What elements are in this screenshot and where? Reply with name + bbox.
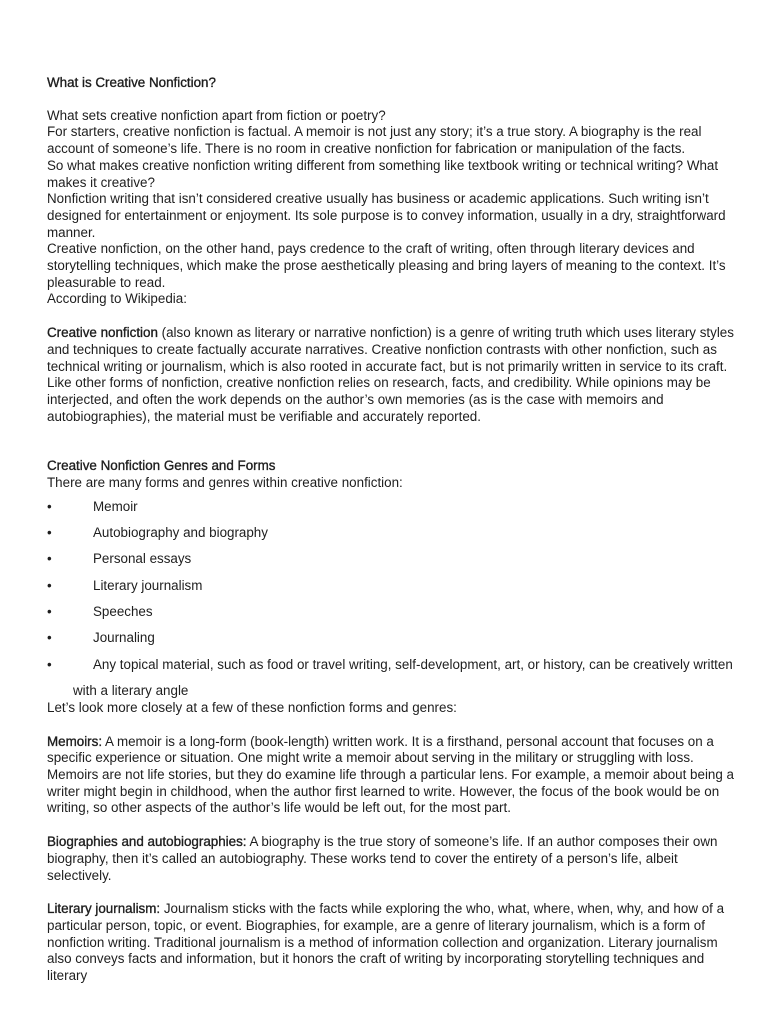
list-item	[47, 630, 738, 656]
bullet-icon: •	[47, 577, 52, 593]
list-item-label: Personal essays	[93, 551, 192, 567]
list-item	[47, 657, 738, 700]
page-title: What is Creative Nonfiction?	[47, 75, 216, 90]
list-item-label: Speeches	[93, 603, 153, 619]
wikipedia-quote	[47, 325, 738, 425]
section-term: Literary journalism:	[47, 901, 161, 917]
section-term: Memoirs:	[47, 733, 103, 749]
section-term: Biographies and autobiographies:	[47, 834, 247, 850]
bullet-icon: •	[47, 630, 52, 646]
list-item-label: Journaling	[93, 630, 155, 646]
intro-paragraph: According to Wikipedia:	[47, 291, 187, 307]
bullet-icon: •	[47, 551, 52, 567]
list-item-label: Autobiography and biography	[93, 525, 268, 541]
bullet-icon: •	[47, 498, 52, 514]
bullet-icon: •	[47, 656, 52, 672]
bullet-icon: •	[47, 603, 52, 619]
section-text: A biography is the true story of someone’s life. If an author composes their own biography, then it’s called an autobiography. These works tend to cover the entirety of a person’s life, albeit selectively.	[47, 834, 718, 883]
list-item	[47, 525, 738, 551]
list-item	[47, 499, 738, 525]
section-text: A memoir is a long-form (book-length) written work. It is a firsthand, personal account that focuses on a specific experience or situation. One might write a memoir about serving in the military or struggling with loss. Memoirs are not life stories, but they do examine life through a particular lens. For example, a memoir about being a writer might begin in childhood, when the author first learned to write. However, the focus of the book would be on writing, so other aspects of the author’s life would be left out, for the most part.	[47, 733, 734, 816]
intro-question: What sets creative nonfiction apart from fiction or poetry?	[47, 107, 386, 123]
section-biographies	[47, 834, 738, 884]
genres-heading: Creative Nonfiction Genres and Forms	[47, 458, 276, 474]
wikipedia-term: Creative nonfiction	[47, 325, 158, 341]
intro-paragraph: Creative nonfiction, on the other hand, pays credence to the craft of writing, often through literary devices and storytelling techniques, which make the prose aesthetically pleasing and bring layers of meaning to the context. It’s pleasurable to read.	[47, 241, 726, 290]
list-item-label: Literary journalism	[93, 577, 203, 593]
list-item	[47, 551, 738, 577]
list-item-label: Any topical material, such as food or travel writing, self-development, art, or history, can be creatively written	[93, 656, 733, 672]
list-item-label: Memoir	[93, 498, 138, 514]
section-literary-journalism	[47, 901, 738, 985]
intro-paragraph: For starters, creative nonfiction is factual. A memoir is not just any story; it’s a true story. A biography is the real account of someone’s life. There is no room in creative nonfiction for fabrication or manipulation of the facts.	[47, 124, 702, 157]
list-item	[47, 604, 738, 630]
list-item-continuation: with a literary angle	[73, 683, 189, 699]
section-text: Journalism sticks with the facts while exploring the who, what, where, when, why, and how of a particular person, topic, or event. Biographies, for example, are a genre of literary journalism, which is a form of nonfiction writing. Traditional journalism is a method of information collection and organization. Literary journalism also conveys facts and information, but it honors the craft of writing by incorporating storytelling techniques and literary	[47, 901, 725, 984]
intro-paragraph: So what makes creative nonfiction writing different from something like textbook writing or technical writing? What makes it creative?	[47, 157, 719, 190]
genres-list	[47, 499, 738, 700]
wikipedia-text: (also known as literary or narrative nonfiction) is a genre of writing truth which uses literary styles and techniques to create factually accurate narratives. Creative nonfiction contrasts with other nonfiction, such as technical writing or journalism, which is also rooted in accurate fact, but is not primarily written in service to its craft. Like other forms of nonfiction, creative nonfiction relies on research, facts, and credibility. While opinions may be interjected, and often the work depends on the author’s own memories (as is the case with memoirs and autobiographies), the material must be verifiable and accurately reported.	[47, 325, 734, 424]
list-item	[47, 578, 738, 604]
section-memoirs	[47, 734, 738, 818]
genres-closing: Let’s look more closely at a few of these nonfiction forms and genres:	[47, 699, 457, 715]
genres-lead: There are many forms and genres within creative nonfiction:	[47, 475, 403, 491]
intro-paragraph: Nonfiction writing that isn’t considered creative usually has business or academic applications. Such writing isn’t designed for entertainment or enjoyment. Its sole purpose is to convey information, usually in a dry, straightforward manner.	[47, 191, 726, 240]
bullet-icon: •	[47, 525, 52, 541]
